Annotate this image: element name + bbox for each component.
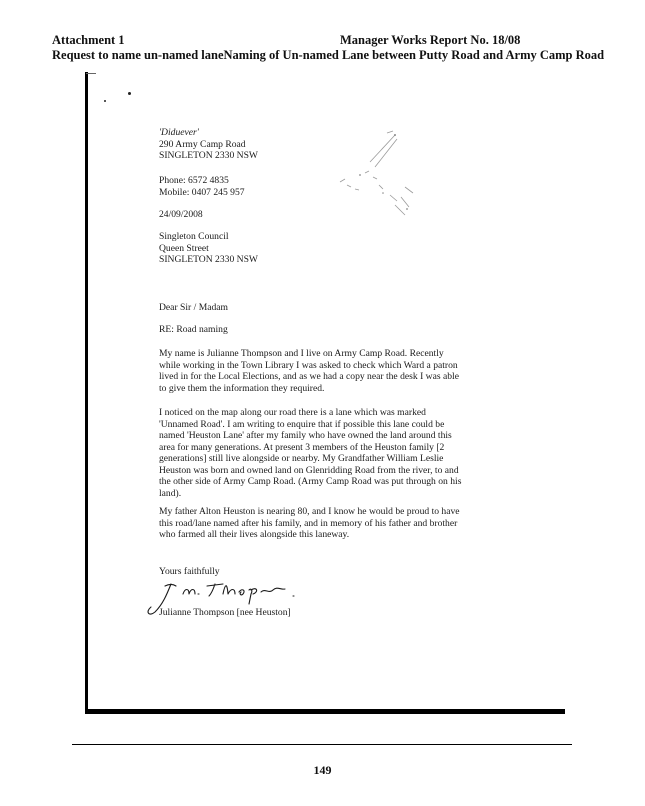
scan-speck (128, 92, 131, 95)
closing-text: Yours faithfully (159, 566, 220, 577)
body-paragraph-2 (159, 407, 549, 499)
paragraph-line: I noticed on the map along our road there is a lane which was marked (159, 407, 426, 418)
paragraph-line: who farmed all their lives alongside this laneway. (159, 529, 350, 540)
phone-number: Phone: 6572 4835 (159, 175, 229, 186)
paragraph-line: named 'Heuston Lane' after my family who have owned the land around this (159, 430, 452, 441)
body-paragraph-3 (159, 506, 549, 541)
house-name: 'Diduever' (159, 127, 199, 138)
paragraph-line: while working in the Town Library I was asked to check which Ward a patron (159, 359, 458, 371)
paragraph-line: this road/lane named after his family, and in memory of his father and brother (159, 517, 458, 529)
paragraph-line: land). (159, 487, 182, 499)
paragraph-line: the other side of Army Camp Road. (Army Camp Road was put through on his (159, 476, 462, 487)
report-number: Manager Works Report No. 18/08 (340, 33, 521, 47)
sender-address (159, 127, 549, 162)
mobile-number: Mobile: 0407 245 957 (159, 186, 245, 198)
paragraph-line: generations] still live alongside or nearby. My Grandfather William Leslie (159, 453, 444, 464)
recipient-town: SINGLETON 2330 NSW (159, 254, 258, 265)
recipient-street: Queen Street (159, 242, 209, 254)
recipient-address (159, 231, 549, 266)
paragraph-line: lived in for the Local Elections, and as we had a copy near the desk I was able (159, 371, 459, 382)
footer-rule (72, 744, 572, 745)
scan-frame-left-border (85, 72, 88, 710)
paragraph-line: My father Alton Heuston is nearing 80, and I know he would be proud to have (159, 506, 460, 517)
scan-frame-bottom-border (85, 709, 565, 714)
signatory-block (159, 607, 549, 619)
salutation-text: Dear Sir / Madam (159, 302, 229, 313)
salutation (159, 302, 549, 314)
letter-date (159, 209, 549, 221)
paragraph-line: 'Unnamed Road'. I am writing to enquire that if possible this lane could be (159, 418, 445, 430)
subject-text: RE: Road naming (159, 324, 228, 335)
scan-speck (104, 100, 106, 102)
paragraph-line: My name is Julianne Thompson and I live on Army Camp Road. Recently (159, 348, 444, 359)
subject-line (159, 324, 549, 336)
page-number: 149 (313, 763, 332, 777)
scan-frame-corner-mark (86, 73, 96, 74)
document-subject: Request to name un-named laneNaming of Un-named Lane between Putty Road and Army Camp Road (52, 48, 605, 62)
sender-town: SINGLETON 2330 NSW (159, 150, 258, 161)
contact-numbers (159, 175, 549, 198)
paragraph-line: area for many generations. At present 3 members of the Heuston family [2 (159, 441, 445, 453)
signatory-name: Julianne Thompson [nee Heuston] (159, 607, 291, 618)
date-text: 24/09/2008 (159, 209, 203, 220)
body-paragraph-1 (159, 348, 549, 394)
paragraph-line: Heuston was born and owned land on Glenridding Road from the river, to and (159, 464, 459, 476)
recipient-name: Singleton Council (159, 231, 229, 242)
sender-street: 290 Army Camp Road (159, 138, 246, 150)
paragraph-line: to give them the information they required. (159, 382, 325, 394)
attachment-label: Attachment 1 (52, 33, 125, 47)
